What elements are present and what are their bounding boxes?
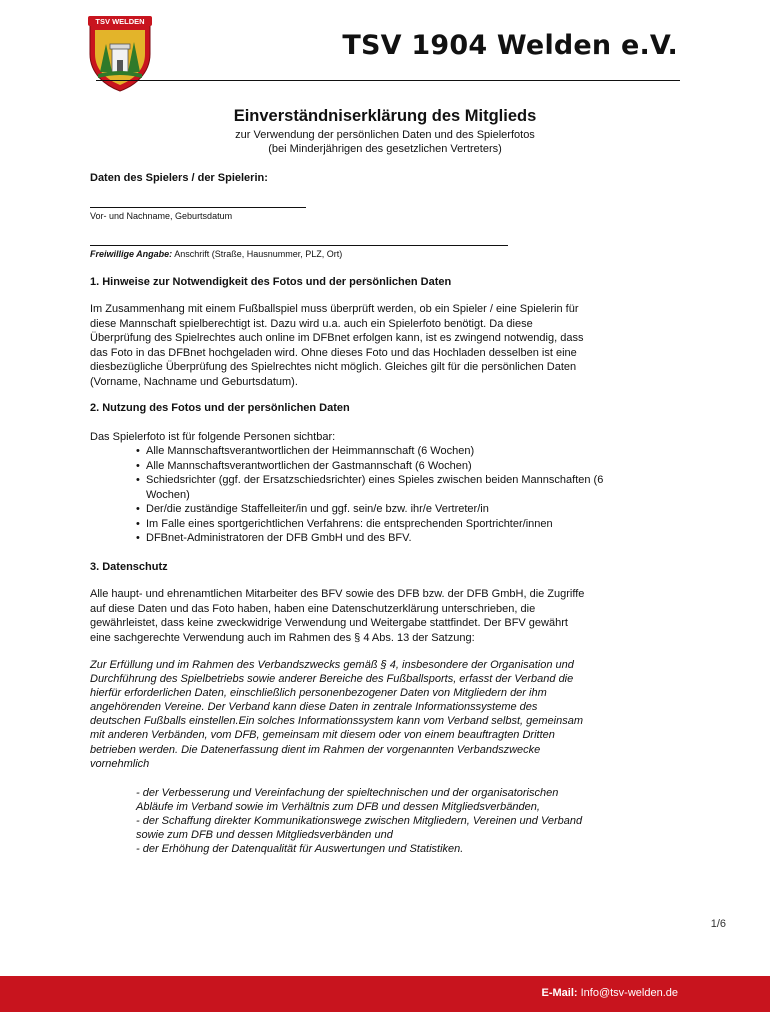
email-label: E-Mail: — [541, 987, 578, 999]
list-item: • Schiedsrichter (ggf. der Ersatzschiedsrichter) eines Spieles zwischen beiden Mannschaften (6 Wochen) — [136, 473, 676, 502]
player-data-heading: Daten des Spielers / der Spielerin: — [90, 172, 268, 184]
section-3-paragraph — [90, 587, 676, 645]
quote-line: mit anderen Verbänden, vom DFB, gemeinsam mit diesem oder von einem beauftragten Dritten — [90, 729, 555, 742]
list-item: • Im Falle eines sportgerichtlichen Verfahrens: die entsprechenden Sportrichter/innen — [136, 517, 676, 532]
visibility-list — [136, 444, 676, 546]
paragraph-line: (Vorname, Nachname und Geburtsdatum). — [90, 375, 298, 388]
dash-line: sowie zum DFB und dessen Mitgliedsverbänden und — [136, 829, 393, 841]
footer-email — [541, 987, 678, 999]
paragraph-line: Überprüfung des Spielrechtes auch online im DFBnet erfolgen kann, ist es zwingend notwendig, dass — [90, 332, 584, 344]
paragraph-line: diesbezügliche Überprüfung des Spielrechtes nicht möglich. Gleiches gilt für die persönlichen Daten — [90, 361, 577, 373]
subtitle-line: (bei Minderjährigen des gesetzlichen Vertreters) — [268, 143, 502, 155]
quote-line: betrieben werden. Die Datenerfassung dient im Rahmen der vorgenannten Verbandszwecke — [90, 743, 541, 756]
dash-line: - der Verbesserung und Vereinfachung der spieltechnischen und der organisatorischen — [136, 787, 559, 799]
email-link[interactable]: Info@tsv-welden.de — [577, 987, 678, 999]
dash-line: - der Erhöhung der Datenqualität für Auswertungen und Statistiken. — [136, 843, 464, 855]
document-title: Einverständniserklärung des Mitglieds — [233, 107, 537, 125]
purpose-dash-list — [136, 786, 672, 856]
quote-line: Durchführung des Spielbetriebs sowie anderer Bereiche des Fußballsports, erfasst der Verband die — [90, 673, 574, 686]
paragraph-line: das Foto in das DFBnet hochgeladen wird. Ohne dieses Foto und das Hochladen desselben ist eine — [90, 346, 577, 359]
quote-line: Zur Erfüllung und im Rahmen des Verbandszwecks gemäß § 4, insbesondere der Organisation und — [90, 659, 574, 671]
list-item: • Alle Mannschaftsverantwortlichen der Heimmannschaft (6 Wochen) — [136, 444, 676, 459]
document-subtitle — [0, 128, 770, 156]
section-1-paragraph — [90, 302, 676, 389]
logo-text: TSV WELDEN — [95, 17, 145, 26]
address-caption — [90, 249, 342, 259]
quote-line: deutschen Fußballs einstellen.Ein solches Informationssystem kann vom Verband selbst, gemeinsam — [90, 715, 584, 728]
list-item: • DFBnet-Administratoren der DFB GmbH und des BFV. — [136, 531, 676, 546]
paragraph-line: Im Zusammenhang mit einem Fußballspiel muss überprüft werden, ob ein Spieler / eine Spielerin für — [90, 303, 579, 315]
list-item: • Alle Mannschaftsverantwortlichen der Gastmannschaft (6 Wochen) — [136, 459, 676, 474]
dash-line: - der Schaffung direkter Kommunikationswege zwischen Mitgliedern, Vereinen und Verband — [136, 815, 583, 827]
name-birthdate-field-line — [90, 207, 306, 208]
club-name: TSV 1904 Welden e.V. — [342, 30, 678, 61]
optional-label: Freiwillige Angabe: — [90, 249, 173, 259]
paragraph-line: gewährleistet, dass keine zweckwidrige Verwendung und Weitergabe stattfindet. Der BFV gewährt — [90, 617, 568, 629]
name-birthdate-caption: Vor- und Nachname, Geburtsdatum — [90, 211, 233, 221]
paragraph-line: eine sachgerechte Verwendung auch im Rahmen des § 4 Abs. 13 der Satzung: — [90, 631, 475, 644]
quote-line: angehörenden Vereine. Der Verband kann diese Daten in zentrale Informationssysteme des — [90, 701, 538, 714]
section-3-heading: 3. Datenschutz — [90, 561, 168, 573]
paragraph-line: auf diese Daten und das Foto haben, haben eine Datenschutzerklärung unterschrieben, die — [90, 602, 536, 615]
subtitle-line: zur Verwendung der persönlichen Daten und des Spielerfotos — [235, 129, 535, 141]
address-caption-text: Anschrift (Straße, Hausnummer, PLZ, Ort) — [172, 249, 343, 259]
quote-line: vornehmlich — [90, 757, 150, 770]
page-number: 1/6 — [710, 918, 726, 930]
section-1-heading: 1. Hinweise zur Notwendigkeit des Fotos und der persönlichen Daten — [90, 276, 452, 288]
paragraph-line: diese Mannschaft spielberechtigt ist. Dazu wird u.a. auch ein Spielerfoto benötigt. Da diese — [90, 317, 533, 330]
list-item: • Der/die zuständige Staffelleiter/in und ggf. sein/e bzw. ihr/e Vertreter/in — [136, 502, 676, 517]
section-2-intro: Das Spielerfoto ist für folgende Personen sichtbar: — [90, 431, 336, 443]
statute-quote — [90, 658, 676, 771]
address-field-line — [90, 245, 508, 246]
header-divider — [96, 80, 680, 81]
section-2-heading: 2. Nutzung des Fotos und der persönlichen Daten — [90, 402, 350, 414]
paragraph-line: Alle haupt- und ehrenamtlichen Mitarbeiter des BFV sowie des DFB bzw. der DFB GmbH, die Zugriffe — [90, 588, 585, 600]
dash-line: Abläufe im Verband sowie im Verhältnis zum DFB und dessen Mitgliedsverbänden, — [136, 801, 540, 813]
quote-line: hierfür erforderlichen Daten, einschließlich personenbezogener Daten von Mitgliedern der ihm — [90, 687, 547, 700]
